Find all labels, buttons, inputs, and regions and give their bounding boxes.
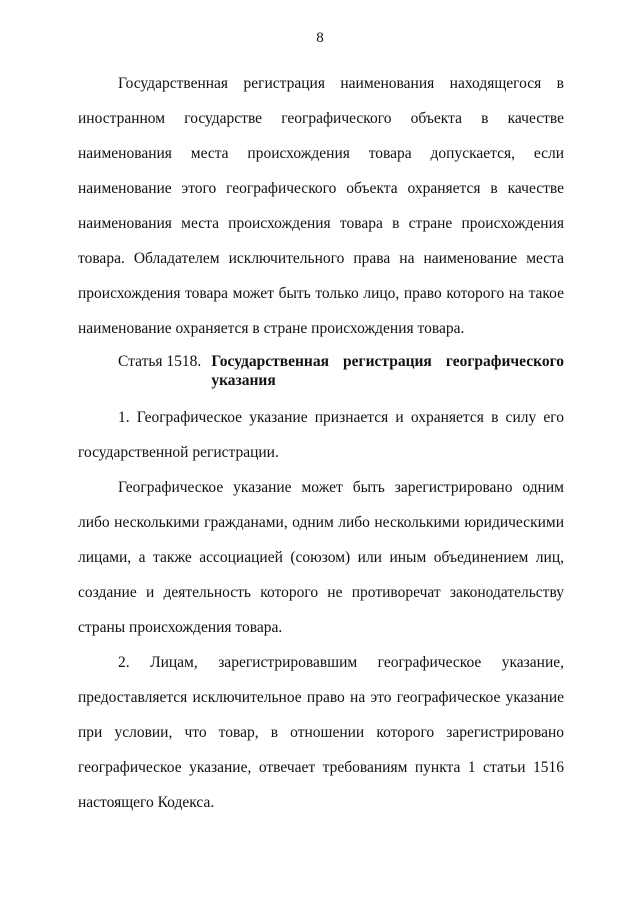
- paragraph-1: 1. Географическое указание признается и охраняется в силу его государственной регистрации.: [78, 409, 564, 461]
- paragraph-registrants: Географическое указание может быть зарегистрировано одним либо несколькими гражданами, одним либо несколькими юридическими лицами, а также ассоциацией (союзом) или иным объединением лиц, создание и деятельность которого не противоречат законодательству страны происхождения товара.: [78, 479, 564, 636]
- document-body: [78, 66, 564, 820]
- article-heading: [78, 352, 564, 390]
- article-title: Государственная регистрация географического указания: [211, 353, 564, 389]
- page-number: 8: [316, 30, 324, 46]
- paragraph-2: 2. Лицам, зарегистрировавшим географическое указание, предоставляется исключительное право на это географическое указание при условии, что товар, в отношении которого зарегистрировано географическое указание, отвечает требованиям пункта 1 статьи 1516 настоящего Кодекса.: [78, 654, 564, 811]
- article-number: Статья 1518.: [118, 353, 202, 370]
- paragraph-foreign-registration: Государственная регистрация наименования находящегося в иностранном государстве географического объекта в качестве наименования места происхождения товара допускается, если наименование этого географического объекта охраняется в качестве наименования места происхождения товара в стране происхождения товара. Обладателем исключительного права на наименование места происхождения товара может быть только лицо, право которого на такое наименование охраняется в стране происхождения товара.: [78, 75, 564, 337]
